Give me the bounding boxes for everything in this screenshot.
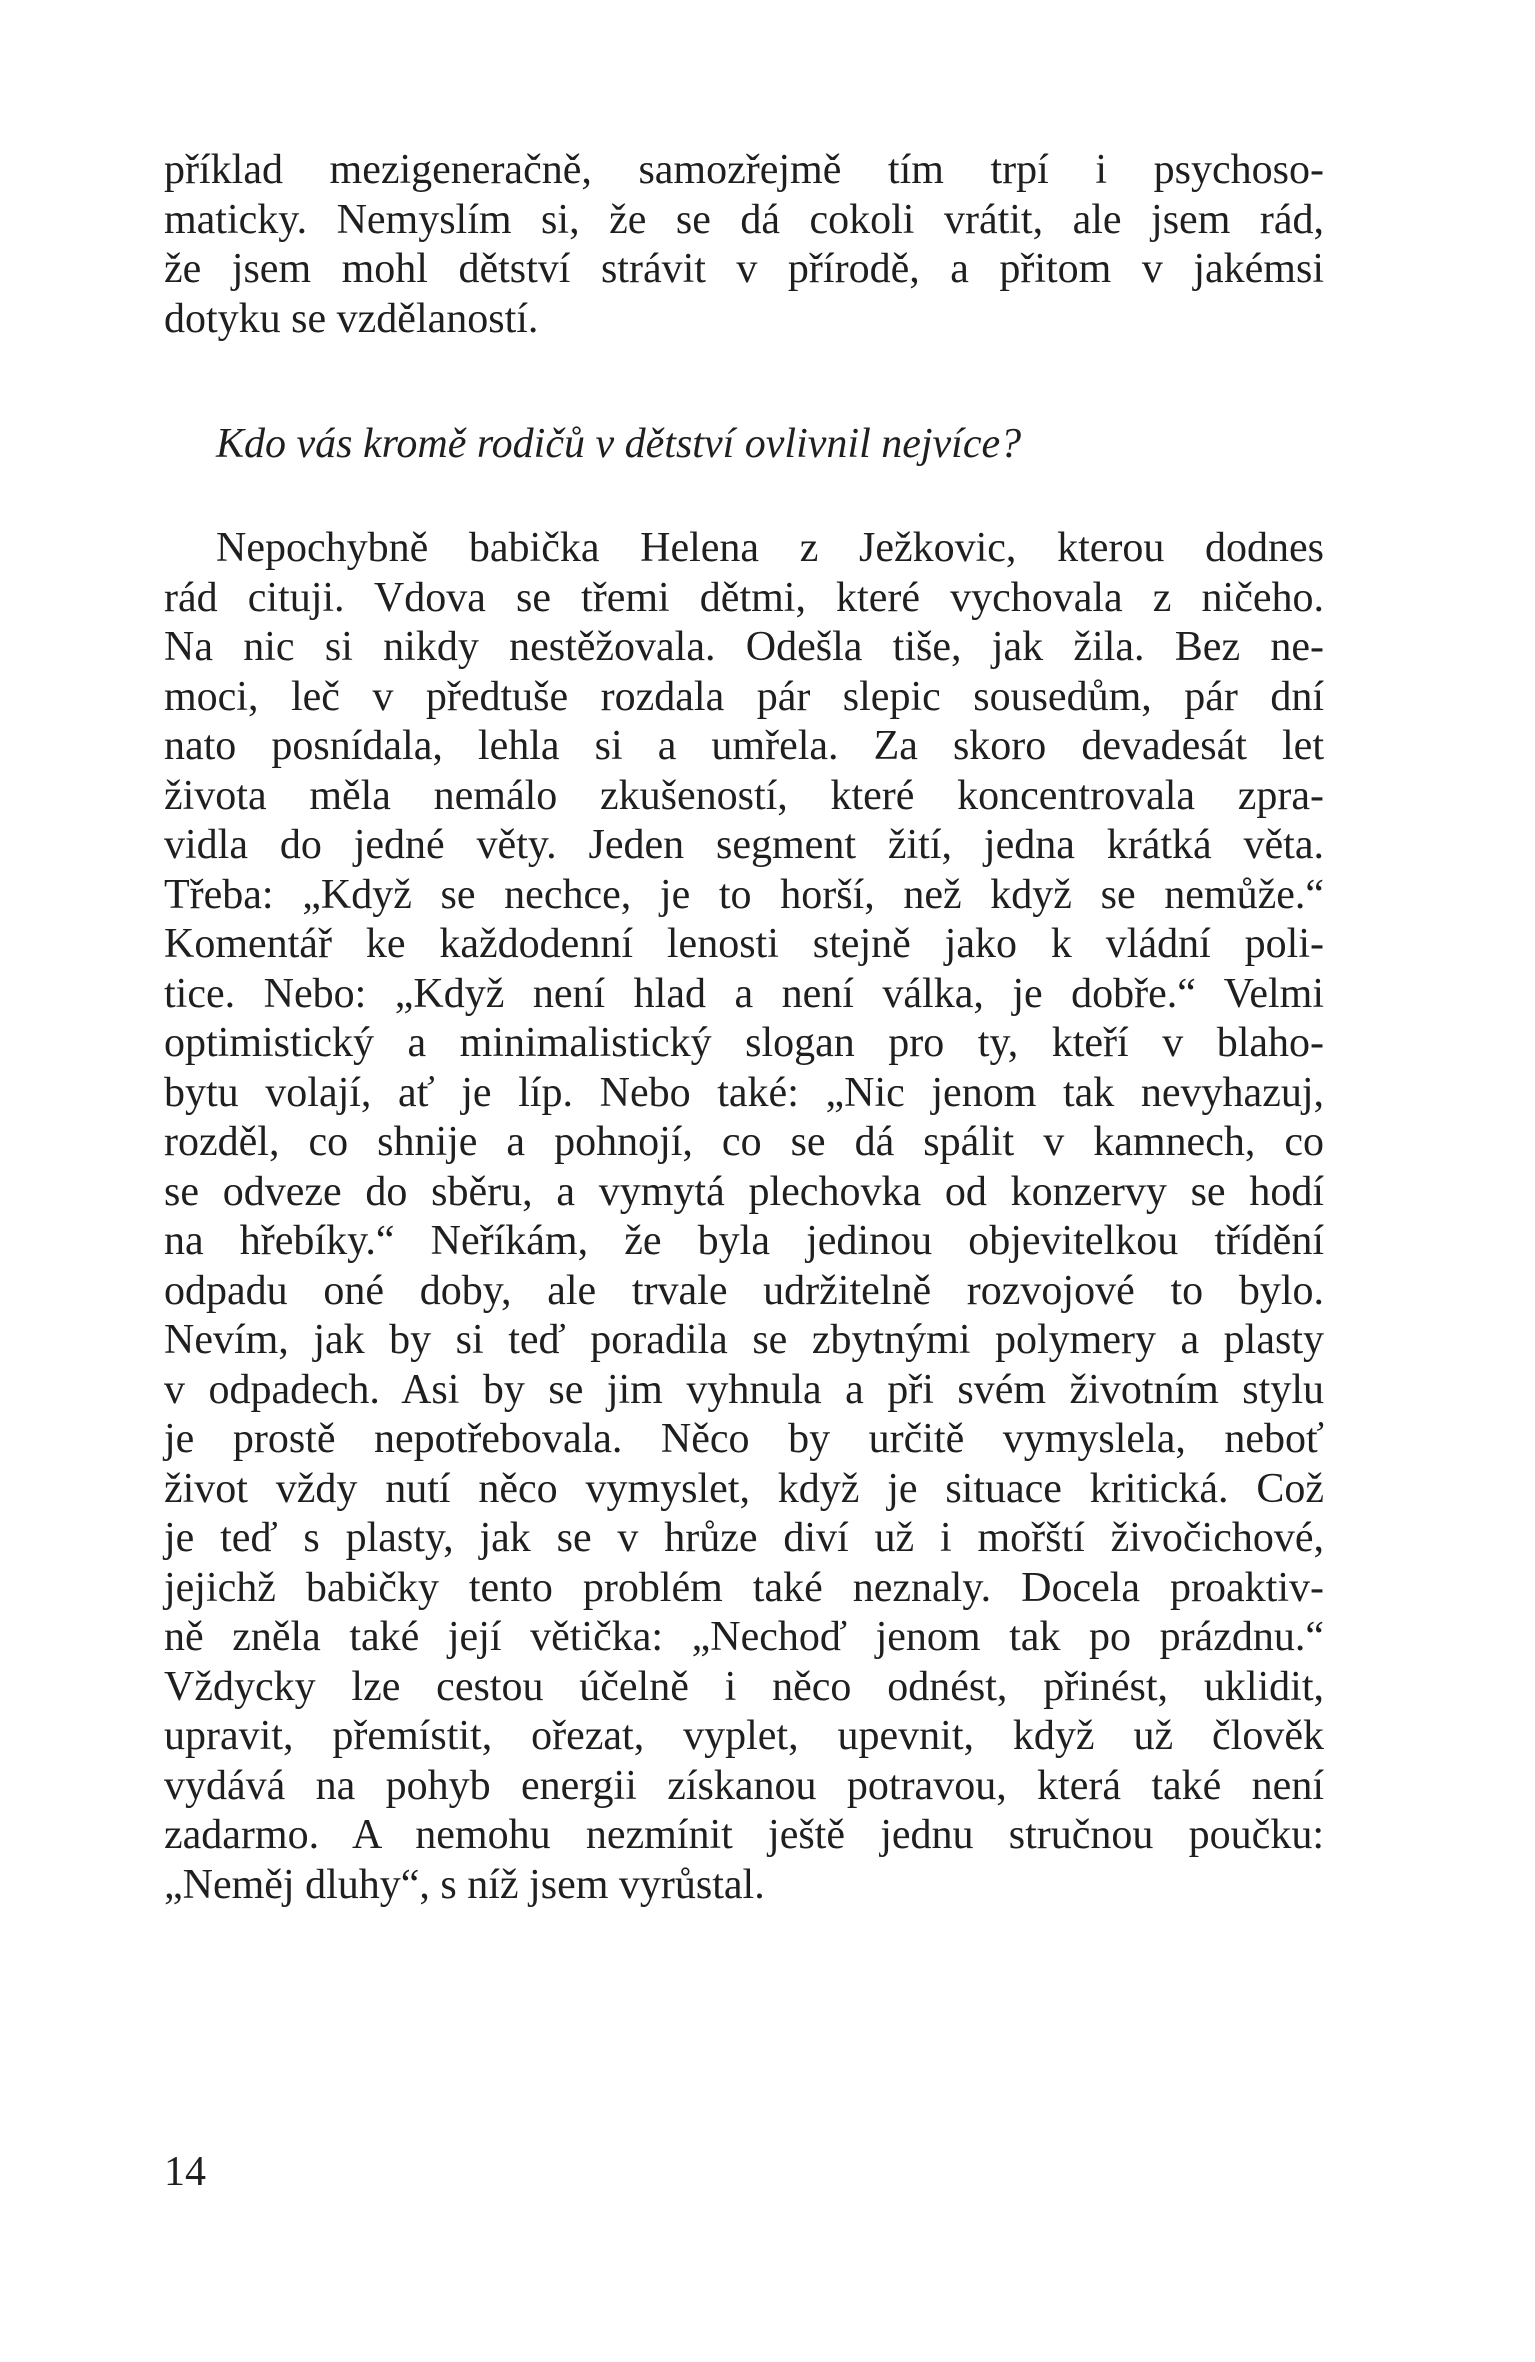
text-line: příklad mezigeneračně, samozřejmě tím trpí i psychoso- bbox=[164, 147, 1324, 193]
text-line: vidla do jedné věty. Jeden segment žití, jedna krátká věta. bbox=[164, 822, 1324, 868]
text-line: rád cituji. Vdova se třemi dětmi, které vychovala z ničeho. bbox=[164, 574, 1324, 621]
text-line: upravit, přemístit, ořezat, vyplet, upevnit, když už člověk bbox=[164, 1713, 1324, 1759]
text-line: že jsem mohl dětství strávit v přírodě, a přitom v jakémsi bbox=[164, 246, 1324, 292]
text-line: je prostě nepotřebovala. Něco by určitě vymyslela, neboť bbox=[164, 1416, 1324, 1462]
text-line: Na nic si nikdy nestěžovala. Odešla tiše, jak žila. Bez ne- bbox=[164, 624, 1324, 670]
page-number: 14 bbox=[164, 2149, 206, 2195]
text-line: „Neměj dluhy“, s níž jsem vyrůstal. bbox=[164, 1861, 765, 1908]
text-line: Komentář ke každodenní lenosti stejně jako k vládní poli- bbox=[164, 921, 1324, 967]
text-line: Vždycky lze cestou účelně i něco odnést, přinést, uklidit, bbox=[164, 1663, 1324, 1710]
text-line: Třeba: „Když se nechce, je to horší, než když se nemůže.“ bbox=[164, 871, 1324, 918]
text-line: maticky. Nemyslím si, že se dá cokoli vrátit, ale jsem rád, bbox=[164, 196, 1324, 243]
text-line: Nevím, jak by si teď poradila se zbytnými polymery a plasty bbox=[164, 1317, 1324, 1363]
text-line: nato posnídala, lehla si a umřela. Za skoro devadesát let bbox=[164, 723, 1324, 769]
text-line: tice. Nebo: „Když není hlad a není válka, je dobře.“ Velmi bbox=[164, 970, 1324, 1017]
paragraph-2 bbox=[164, 524, 1324, 1910]
text-line: života měla nemálo zkušeností, které koncentrovala zpra- bbox=[164, 772, 1324, 819]
text-line: život vždy nutí něco vymyslet, když je situace kritická. Což bbox=[164, 1465, 1324, 1512]
text-line: dotyku se vzdělaností. bbox=[164, 295, 539, 342]
text-line: jejichž babičky tento problém také neznaly. Docela proaktiv- bbox=[164, 1564, 1324, 1611]
text-line: Nepochybně babička Helena z Ježkovic, kterou dodnes bbox=[216, 525, 1324, 571]
text-line: v odpadech. Asi by se jim vyhnula a při svém životním stylu bbox=[164, 1366, 1324, 1413]
interview-question: Kdo vás kromě rodičů v dětství ovlivnil nejvíce? bbox=[216, 421, 1022, 467]
text-line: vydává na pohyb energii získanou potravou, která také není bbox=[164, 1762, 1324, 1809]
text-line: na hřebíky.“ Neříkám, že byla jedinou objevitelkou třídění bbox=[164, 1218, 1324, 1264]
text-line: odpadu oné doby, ale trvale udržitelně rozvojové to bylo. bbox=[164, 1267, 1324, 1314]
text-line: bytu volají, ať je líp. Nebo také: „Nic jenom tak nevyhazuj, bbox=[164, 1069, 1324, 1116]
text-line: ně zněla také její větička: „Nechoď jenom tak po prázdnu.“ bbox=[164, 1614, 1324, 1660]
text-line: je teď s plasty, jak se v hrůze diví už i mořští živočichové, bbox=[164, 1515, 1324, 1561]
text-line: rozděl, co shnije a pohnojí, co se dá spálit v kamnech, co bbox=[164, 1119, 1324, 1165]
text-line: zadarmo. A nemohu nezmínit ještě jednu stručnou poučku: bbox=[164, 1812, 1324, 1858]
text-line: moci, leč v předtuše rozdala pár slepic sousedům, pár dní bbox=[164, 673, 1324, 720]
text-line: optimistický a minimalistický slogan pro ty, kteří v blaho- bbox=[164, 1020, 1324, 1066]
text-line: se odveze do sběru, a vymytá plechovka od konzervy se hodí bbox=[164, 1168, 1324, 1215]
paragraph-1 bbox=[164, 146, 1324, 344]
